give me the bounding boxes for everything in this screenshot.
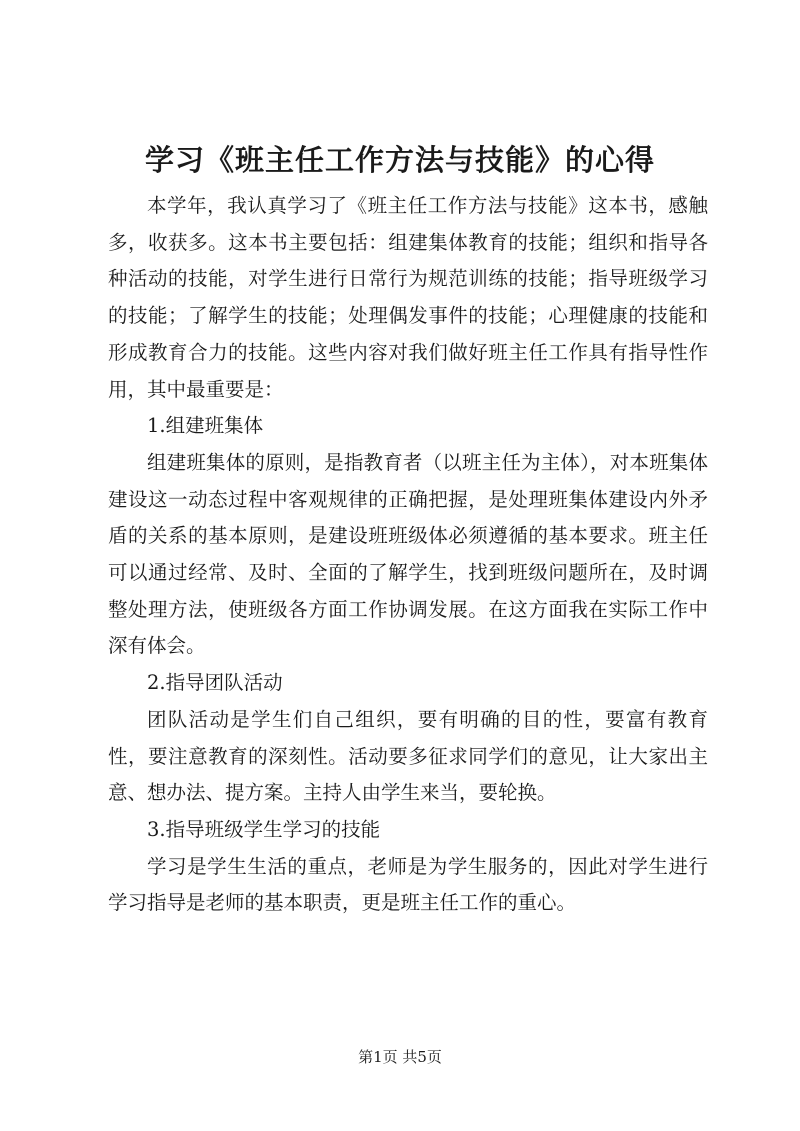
- page-footer: 第1页 共5页: [358, 1048, 442, 1066]
- document-title: 学习《班主任工作方法与技能》的心得: [144, 143, 655, 177]
- section-paragraph-2: 团队活动是学生们自己组织，要有明确的目的性，要富有教育性，要注意教育的深刻性。活动要多征求同学们的意见，让大家出主意、想办法、提方案。主持人由学生来当，要轮换。: [108, 707, 708, 805]
- section-heading-3: 3.指导班级学生学习的技能: [147, 817, 381, 841]
- section-heading-2: 2.指导团队活动: [147, 671, 283, 695]
- document-body: [108, 188, 708, 922]
- section-heading-1: 1.组建班集体: [147, 414, 264, 438]
- section-paragraph-3: 学习是学生生活的重点，老师是为学生服务的，因此对学生进行学习指导是老师的基本职责，更是班主任工作的重心。: [108, 854, 708, 915]
- intro-paragraph: 本学年，我认真学习了《班主任工作方法与技能》这本书，感触多，收获多。这本书主要包括：组建集体教育的技能；组织和指导各种活动的技能，对学生进行日常行为规范训练的技能；指导班级学习的技能；了解学生的技能；处理偶发事件的技能；心理健康的技能和形成教育合力的技能。这些内容对我们做好班主任工作具有指导性作用，其中最重要是：: [108, 194, 708, 401]
- section-paragraph-1: 组建班集体的原则，是指教育者（以班主任为主体），对本班集体建设这一动态过程中客观规律的正确把握，是处理班集体建设内外矛盾的关系的基本原则，是建设班班级体必须遵循的基本要求。班主任可以通过经常、及时、全面的了解学生，找到班级问题所在，及时调整处理方法，使班级各方面工作协调发展。在这方面我在实际工作中深有体会。: [108, 450, 708, 658]
